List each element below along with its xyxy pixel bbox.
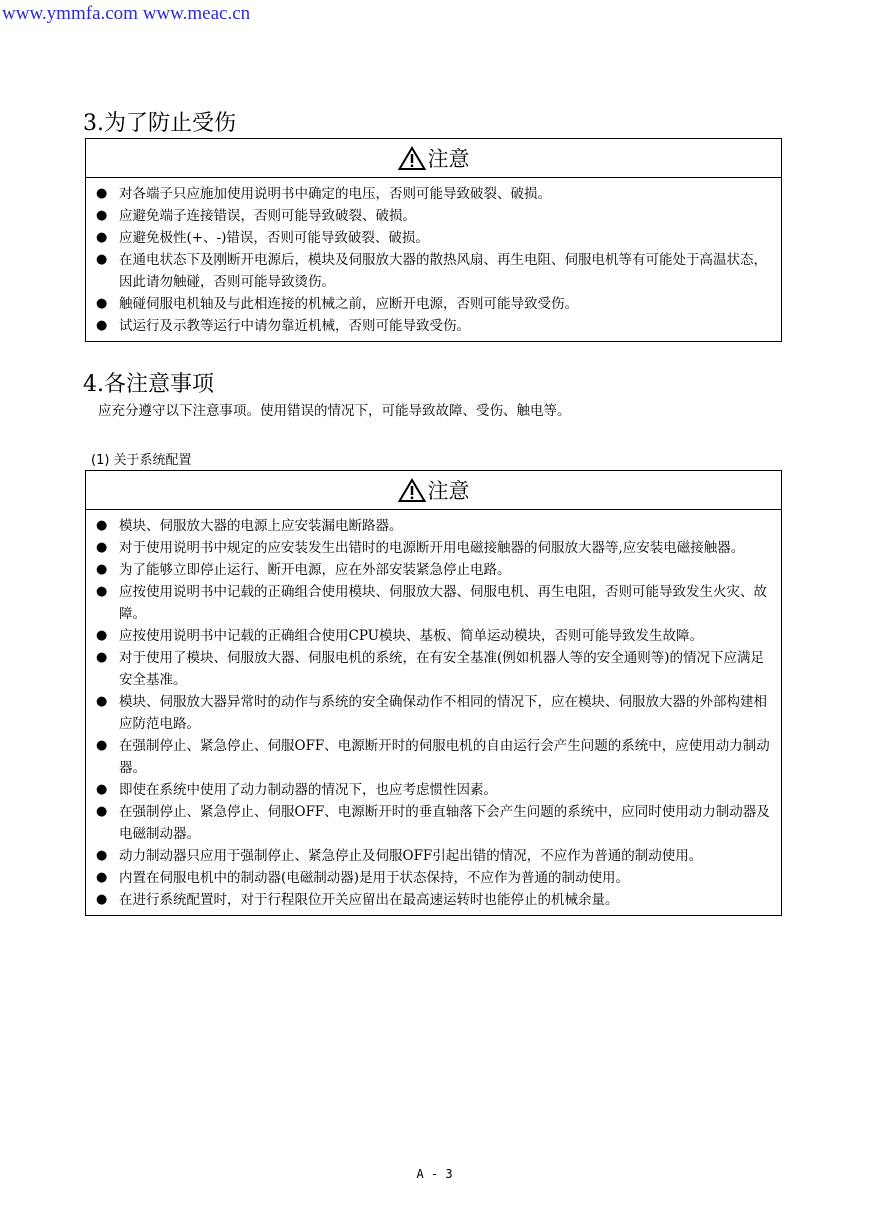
bullet-item-text: 对于使用了模块、伺服放大器、伺服电机的系统，在有安全基准(例如机器人等的安全通则等)的情况下应满足安全基准。	[119, 650, 765, 688]
bullet-item	[96, 559, 771, 581]
bullet-item-text: 内置在伺服电机中的制动器(电磁制动器)是用于状态保持，不应作为普通的制动使用。	[119, 870, 630, 886]
caution-label: 注意	[427, 147, 470, 171]
bullet-icon: ●	[96, 650, 108, 665]
warning-triangle-icon	[398, 146, 426, 171]
bullet-item-text: 在强制停止、紧急停止、伺服OFF、电源断开时的伺服电机的自由运行会产生问题的系统中，应使用动力制动器。	[119, 738, 770, 776]
bullet-icon: ●	[96, 892, 108, 907]
bullet-icon: ●	[96, 252, 108, 267]
bullet-item-text: 应按使用说明书中记载的正确组合使用模块、伺服放大器、伺服电机、再生电阻，否则可能导致发生火灾、故障。	[119, 584, 767, 622]
bullet-item-text: 在强制停止、紧急停止、伺服OFF、电源断开时的垂直轴落下会产生问题的系统中，应同时使用动力制动器及电磁制动器。	[119, 804, 770, 842]
bullet-item-text: 应按使用说明书中记载的正确组合使用CPU模块、基板、简单运动模块，否则可能导致发生故障。	[119, 628, 704, 644]
bullet-icon: ●	[96, 540, 108, 555]
bullet-item	[96, 735, 771, 779]
bullet-item	[96, 691, 771, 735]
page-number: A - 3	[416, 1167, 453, 1181]
bullet-item	[96, 779, 771, 801]
bullet-icon: ●	[96, 584, 108, 599]
bullet-item-text: 在通电状态下及刚断开电源后，模块及伺服放大器的散热风扇、再生电阻、伺服电机等有可能处于高温状态，因此请勿触碰，否则可能导致烫伤。	[119, 252, 767, 290]
section-4-intro: 应充分遵守以下注意事项。使用错误的情况下，可能导致故障、受伤、触电等。	[98, 403, 571, 419]
bullet-item-text: 动力制动器只应用于强制停止、紧急停止及伺服OFF引起出错的情况，不应作为普通的制动使用。	[119, 848, 703, 864]
bullet-item	[96, 315, 771, 337]
bullet-item-text: 模块、伺服放大器异常时的动作与系统的安全确保动作不相同的情况下，应在模块、伺服放大器的外部构建相应防范电路。	[119, 694, 767, 732]
caution-box-injury	[85, 138, 782, 342]
bullet-item	[96, 801, 771, 845]
bullet-item	[96, 537, 771, 559]
bullet-item	[96, 515, 771, 537]
bullet-item-text: 应避免端子连接错误，否则可能导致破裂、破损。	[119, 208, 416, 224]
bullet-icon: ●	[96, 628, 108, 643]
bullet-item	[96, 647, 771, 691]
section-4-title: 4.各注意事项	[83, 372, 214, 397]
bullet-item	[96, 227, 771, 249]
header-links[interactable]: www.ymmfa.com www.meac.cn	[2, 3, 251, 24]
bullet-item	[96, 183, 771, 205]
bullet-icon: ●	[96, 230, 108, 245]
bullet-item-text: 在进行系统配置时，对于行程限位开关应留出在最高速运转时也能停止的机械余量。	[119, 892, 619, 908]
bullet-item-text: 为了能够立即停止运行、断开电源，应在外部安装紧急停止电路。	[119, 562, 511, 578]
bullet-icon: ●	[96, 208, 108, 223]
caution-header	[86, 471, 781, 510]
bullet-item	[96, 625, 771, 647]
bullet-icon: ●	[96, 804, 108, 819]
caution-box-system-config	[85, 470, 782, 916]
bullet-item-text: 对于使用说明书中规定的应安装发生出错时的电源断开用电磁接触器的伺服放大器等,应安装电磁接触器。	[119, 540, 745, 556]
bullet-item-text: 应避免极性(+、-)错误，否则可能导致破裂、破损。	[119, 230, 429, 246]
bullet-icon: ●	[96, 782, 108, 797]
bullet-item-text: 即使在系统中使用了动力制动器的情况下，也应考虑惯性因素。	[119, 782, 497, 798]
bullet-item	[96, 293, 771, 315]
bullet-item-text: 模块、伺服放大器的电源上应安装漏电断路器。	[119, 518, 403, 534]
warning-triangle-icon	[398, 478, 426, 503]
bullet-icon: ●	[96, 318, 108, 333]
caution-item-list	[86, 178, 781, 341]
caution-header	[86, 139, 781, 178]
bullet-icon: ●	[96, 848, 108, 863]
caution-item-list	[86, 510, 781, 915]
bullet-icon: ●	[96, 738, 108, 753]
bullet-icon: ●	[96, 562, 108, 577]
bullet-item	[96, 205, 771, 227]
caution-label: 注意	[427, 479, 470, 503]
bullet-icon: ●	[96, 518, 108, 533]
bullet-item	[96, 249, 771, 293]
bullet-item	[96, 867, 771, 889]
bullet-item	[96, 889, 771, 911]
subsection-title: (1) 关于系统配置	[91, 453, 192, 468]
bullet-item	[96, 581, 771, 625]
bullet-icon: ●	[96, 870, 108, 885]
bullet-item	[96, 845, 771, 867]
bullet-item-text: 试运行及示教等运行中请勿靠近机械，否则可能导致受伤。	[119, 318, 470, 334]
bullet-icon: ●	[96, 186, 108, 201]
bullet-icon: ●	[96, 694, 108, 709]
bullet-item-text: 触碰伺服电机轴及与此相连接的机械之前，应断开电源，否则可能导致受伤。	[119, 296, 578, 312]
bullet-item-text: 对各端子只应施加使用说明书中确定的电压，否则可能导致破裂、破损。	[119, 186, 551, 202]
section-3-title: 3.为了防止受伤	[83, 111, 236, 136]
bullet-icon: ●	[96, 296, 108, 311]
